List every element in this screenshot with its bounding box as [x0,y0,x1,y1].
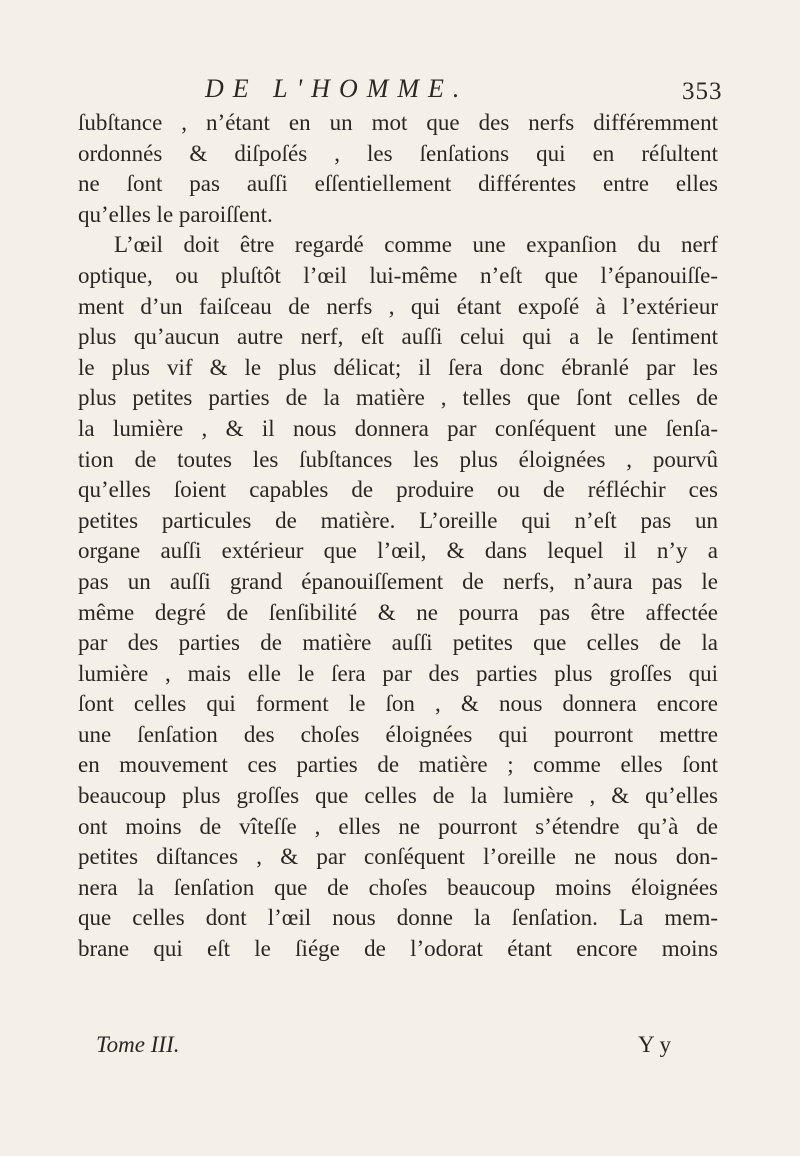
text-line: ſont celles qui forment le ſon , & nous donnera encore [78,691,718,717]
text-line: nera la ſenſation que de choſes beaucoup moins éloignées [78,874,718,900]
volume-label: Tome III. [96,1032,180,1057]
text-line: qu’elles le paroiſſent. [78,201,273,227]
text-line: plus qu’aucun autre nerf, eſt auſſi celui qui a le ſentiment [78,324,718,350]
text-line: pas un auſſi grand épanouiſſement de nerfs, n’aura pas le [78,568,718,594]
text-line: organe auſſi extérieur que l’œil, & dans lequel il n’y a [78,538,718,564]
text-line: une ſenſation des choſes éloignées qui pourront mettre [78,721,718,747]
text-line: brane qui eſt le ſiége de l’odorat étant encore moins [78,936,718,962]
text-line: que celles dont l’œil nous donne la ſenſation. La mem- [78,905,718,931]
text-line: ment d’un faiſceau de nerfs , qui étant expoſé à l’extérieur [78,293,718,319]
text-line: par des parties de matière auſſi petites que celles de la [78,630,718,656]
text-line: tion de toutes les ſubſtances les plus éloignées , pourvû [78,446,718,472]
text-line: ont moins de vîteſſe , elles ne pourront s’étendre qu’à de [78,813,718,839]
running-title: DE L'HOMME. [205,74,469,103]
signature-mark: Y y [638,1032,672,1057]
page-number: 353 [682,78,723,105]
page-footer [78,1032,718,1066]
text-line: ordonnés & diſpoſés , les ſenſations qui en réſultent [78,140,718,166]
text-line: lumière , mais elle le ſera par des parties plus groſſes qui [78,660,718,686]
text-line: ſubſtance , n’étant en un mot que des nerfs différemment [78,110,718,135]
text-line: le plus vif & le plus délicat; il ſera donc ébranlé par les [78,354,718,380]
text-line: même degré de ſenſibilité & ne pourra pas être affectée [78,599,718,625]
text-line: petites diſtances , & par conſéquent l’oreille ne nous don- [78,844,718,870]
text-line: ne ſont pas auſſi eſſentiellement différentes entre elles [78,171,718,197]
text-line: plus petites parties de la matière , telles que ſont celles de [78,385,718,411]
text-line: petites particules de matière. L’oreille qui n’eſt pas un [78,507,718,533]
text-line: en mouvement ces parties de matière ; comme elles ſont [78,752,718,778]
text-line: L’œil doit être regardé comme une expanſion du nerf [114,232,718,258]
text-line: qu’elles ſoient capables de produire ou de réfléchir ces [78,477,718,503]
text-line: optique, ou pluſtôt l’œil lui-même n’eſt que l’épanouiſſe- [78,262,718,288]
body-text [78,108,718,965]
text-line: beaucoup plus groſſes que celles de la lumière , & qu’elles [78,783,718,809]
text-line: la lumière , & il nous donnera par conſéquent une ſenſa- [78,415,718,441]
